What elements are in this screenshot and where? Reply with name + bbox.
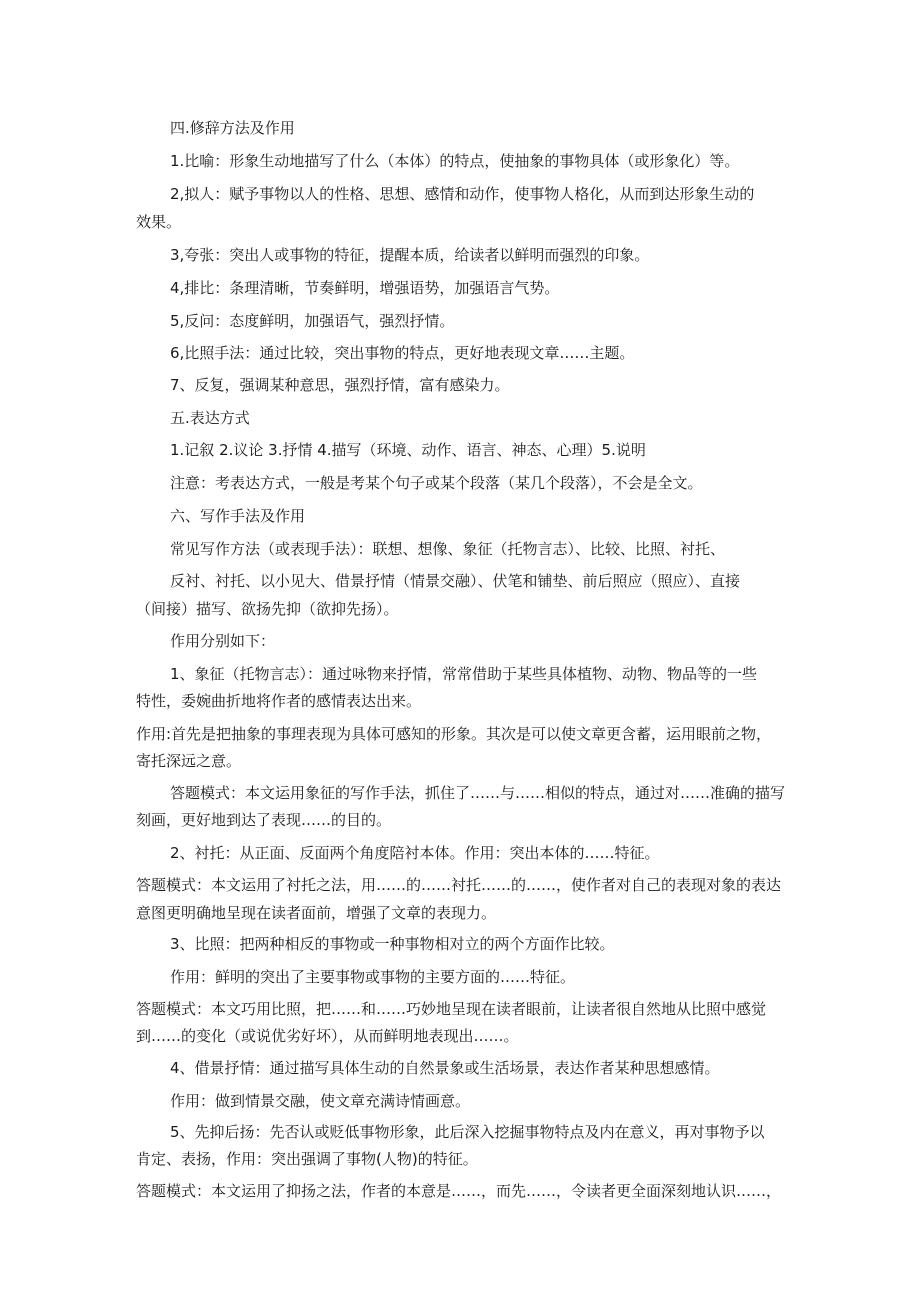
- paragraph-line: 注意：考表达方式，一般是考某个句子或某个段落（某几个段落），不会是全文。: [170, 474, 703, 492]
- paragraph-line: 效果。: [136, 213, 182, 231]
- paragraph-line: 7、反复，强调某种意思，强烈抒情，富有感染力。: [170, 376, 510, 394]
- paragraph-line: 1.记叙 2.议论 3.抒情 4.描写（环境、动作、语言、神态、心理）5.说明: [170, 441, 646, 459]
- paragraph-line: 答题模式：本文运用象征的写作手法，抓住了……与……相似的特点，通过对……准确的描写: [170, 784, 786, 802]
- section-heading-expression: 五.表达方式: [170, 409, 250, 427]
- paragraph-line: 5,反问：态度鲜明，加强语气，强烈抒情。: [170, 312, 455, 330]
- paragraph-line: 3、比照：把两种相反的事物或一种事物相对立的两个方面作比较。: [170, 935, 615, 953]
- paragraph-line: 肯定、表扬，作用：突出强调了事物(人物)的特征。: [136, 1150, 478, 1168]
- paragraph-line: 到……的变化（或说优劣好坏），从而鲜明地表现出……。: [136, 1027, 519, 1045]
- paragraph-line: 作用:首先是把抽象的事理表现为具体可感知的形象。其次是可以使文章更含蓄，运用眼前之物，: [136, 725, 772, 743]
- paragraph-line: 1.比喻：形象生动地描写了什么（本体）的特点，使抽象的事物具体（或形象化）等。: [170, 152, 740, 170]
- paragraph-line: 作用：做到情景交融，使文章充满诗情画意。: [170, 1092, 471, 1110]
- paragraph-line: 3,夸张：突出人或事物的特征，提醒本质，给读者以鲜明而强烈的印象。: [170, 246, 650, 264]
- paragraph-line: 作用：鲜明的突出了主要事物或事物的主要方面的……特征。: [170, 968, 576, 986]
- paragraph-line: 反衬、衬托、以小见大、借景抒情（情景交融）、伏笔和铺垫、前后照应（照应）、直接: [170, 572, 741, 590]
- section-heading-rhetoric: 四.修辞方法及作用: [170, 119, 295, 137]
- paragraph-line: 2、衬托：从正面、反面两个角度陪衬本体。作用：突出本体的……特征。: [170, 844, 660, 862]
- paragraph-line: （间接）描写、欲扬先抑（欲抑先扬）。: [136, 600, 399, 618]
- paragraph-line: 1、象征（托物言志）：通过咏物来抒情，常常借助于某些具体植物、动物、物品等的一些: [170, 665, 758, 683]
- paragraph-line: 答题模式：本文运用了衬托之法，用……的……衬托……的……，使作者对自己的表现对象的表达: [136, 876, 782, 894]
- paragraph-line: 答题模式：本文巧用比照，把……和……巧妙地呈现在读者眼前，让读者很自然地从比照中感觉: [136, 1000, 767, 1018]
- paragraph-line: 2,拟人：赋予事物以人的性格、思想、感情和动作，使事物人格化，从而到达形象生动的: [170, 185, 755, 203]
- paragraph-line: 4,排比：条理清晰，节奏鲜明，增强语势，加强语言气势。: [170, 279, 560, 297]
- paragraph-line: 作用分别如下：: [170, 632, 276, 650]
- paragraph-line: 刻画，更好地到达了表现……的目的。: [136, 811, 392, 829]
- paragraph-line: 5、先抑后扬：先否认或贬低事物形象，此后深入挖掘事物特点及内在意义，再对事物予以: [170, 1123, 765, 1141]
- paragraph-line: 寄托深远之意。: [136, 752, 242, 770]
- paragraph-line: 答题模式：本文运用了抑扬之法，作者的本意是……，而先……，令读者更全面深刻地认识……，: [136, 1182, 782, 1200]
- section-heading-writing: 六、写作手法及作用: [170, 507, 306, 525]
- paragraph-line: 4、借景抒情：通过描写具体生动的自然景象或生活场景，表达作者某种思想感情。: [170, 1059, 720, 1077]
- paragraph-line: 意图更明确地呈现在读者面前，增强了文章的表现力。: [136, 904, 497, 922]
- paragraph-line: 6,比照手法：通过比较，突出事物的特点，更好地表现文章……主题。: [170, 344, 635, 362]
- paragraph-line: 常见写作方法（或表现手法）：联想、想像、象征（托物言志）、比较、比照、衬托、: [170, 540, 726, 558]
- paragraph-line: 特性，委婉曲折地将作者的感情表达出来。: [136, 692, 422, 710]
